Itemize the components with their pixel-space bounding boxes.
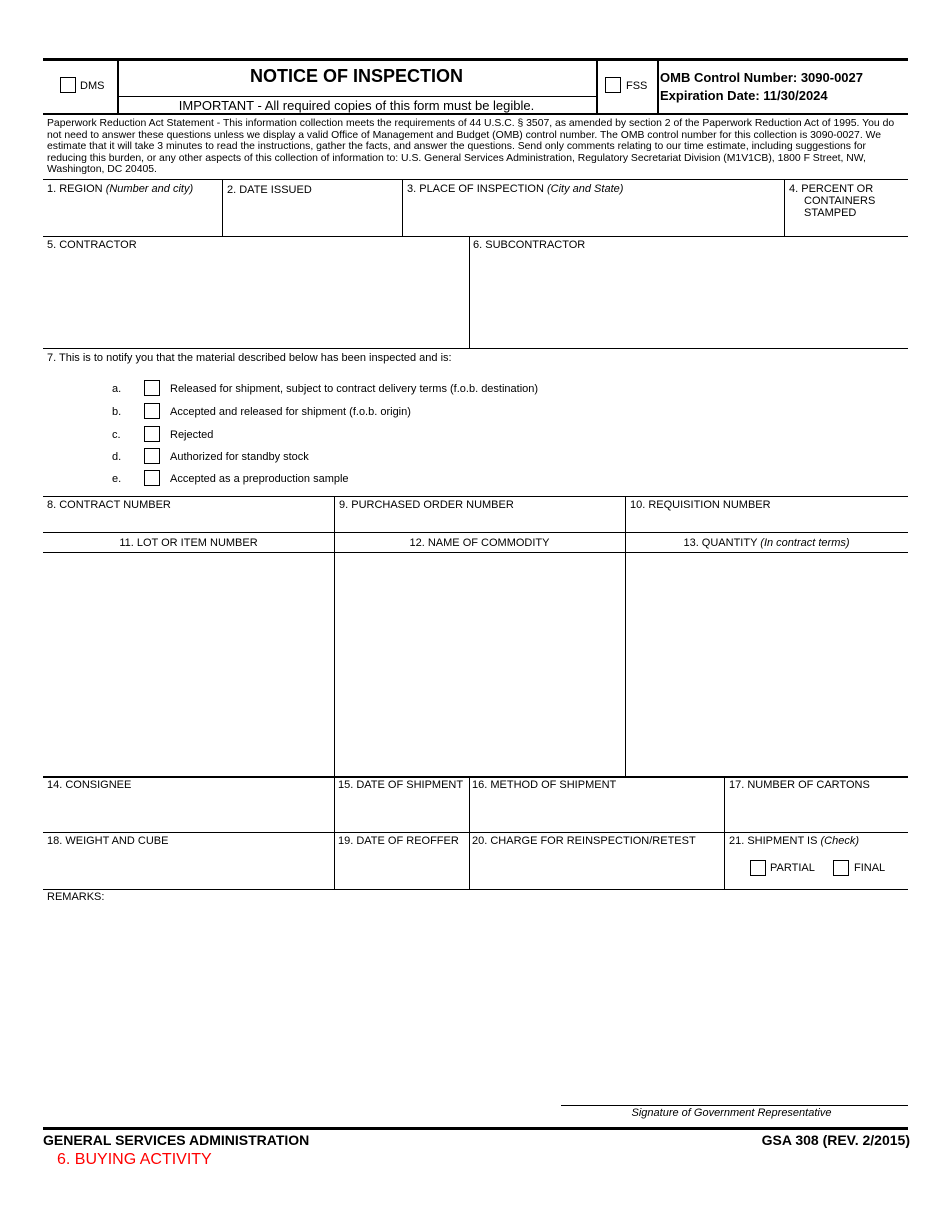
purchased-order-field[interactable]: 9. PURCHASED ORDER NUMBER xyxy=(339,499,514,511)
signature-line[interactable] xyxy=(561,1105,908,1106)
remarks-label: REMARKS: xyxy=(47,891,105,903)
final-checkbox[interactable] xyxy=(833,860,849,876)
cell-divider xyxy=(784,179,785,237)
row-rule xyxy=(43,348,908,349)
notify-statement: 7. This is to notify you that the material described below has been inspected and is: xyxy=(47,352,452,364)
omb-control-number: OMB Control Number: 3090-0027 xyxy=(660,70,863,85)
percent-label-line: CONTAINERS xyxy=(804,195,876,207)
option-rejected-checkbox[interactable] xyxy=(144,426,160,442)
fss-label: FSS xyxy=(626,80,648,92)
option-letter: c. xyxy=(112,429,121,441)
remarks-entry-area[interactable] xyxy=(44,905,907,1100)
signature-caption: Signature of Government Representative xyxy=(631,1107,832,1119)
quantity-entry-area[interactable] xyxy=(626,554,907,776)
subcontractor-field[interactable]: 6. SUBCONTRACTOR xyxy=(473,239,586,251)
option-standby-checkbox[interactable] xyxy=(144,448,160,464)
expiration-date: Expiration Date: 11/30/2024 xyxy=(660,88,828,103)
option-text: Authorized for standby stock xyxy=(170,451,309,463)
cell-divider xyxy=(724,778,725,890)
percent-label-line: 4. PERCENT OR xyxy=(789,183,874,195)
row-rule xyxy=(43,179,908,180)
lot-item-entry-area[interactable] xyxy=(44,554,333,776)
option-letter: e. xyxy=(112,473,122,485)
cell-divider xyxy=(402,179,403,237)
option-letter: a. xyxy=(112,383,122,395)
option-preproduction-checkbox[interactable] xyxy=(144,470,160,486)
option-accepted-released-checkbox[interactable] xyxy=(144,403,160,419)
dms-checkbox[interactable] xyxy=(60,77,76,93)
important-notice: IMPORTANT - All required copies of this form must be legible. xyxy=(178,98,535,113)
quantity-hint: (In contract terms) xyxy=(760,537,850,549)
row-rule xyxy=(43,552,908,553)
option-released-checkbox[interactable] xyxy=(144,380,160,396)
agency-name: GENERAL SERVICES ADMINISTRATION xyxy=(43,1132,310,1148)
header-bottom-rule xyxy=(43,113,908,115)
option-text: Accepted and released for shipment (f.o.b. origin) xyxy=(170,406,411,418)
cell-divider xyxy=(222,179,223,237)
partial-checkbox[interactable] xyxy=(750,860,766,876)
option-text: Released for shipment, subject to contract delivery terms (f.o.b. destination) xyxy=(170,383,539,395)
date-issued-field[interactable]: 2. DATE ISSUED xyxy=(227,184,312,196)
form-identifier: GSA 308 (REV. 2/2015) xyxy=(761,1132,910,1148)
lot-item-header: 11. LOT OR ITEM NUMBER xyxy=(119,537,258,549)
cell-divider xyxy=(469,236,470,349)
quantity-label: 13. QUANTITY xyxy=(683,537,761,549)
commodity-header: 12. NAME OF COMMODITY xyxy=(409,537,550,549)
weight-cube-field[interactable]: 18. WEIGHT AND CUBE xyxy=(47,835,169,847)
shipment-is-hint: (Check) xyxy=(820,835,860,847)
dms-label: DMS xyxy=(80,80,105,92)
quantity-header xyxy=(625,537,908,549)
row-rule xyxy=(43,776,908,778)
option-text: Accepted as a preproduction sample xyxy=(170,473,349,485)
consignee-field[interactable]: 14. CONSIGNEE xyxy=(47,779,132,791)
place-hint: (City and State) xyxy=(546,183,624,195)
cell-divider xyxy=(334,778,335,890)
date-of-reoffer-field[interactable]: 19. DATE OF REOFFER xyxy=(338,835,459,847)
fss-checkbox[interactable] xyxy=(605,77,621,93)
commodity-entry-area[interactable] xyxy=(335,554,624,776)
region-field[interactable] xyxy=(47,183,193,195)
final-label: FINAL xyxy=(854,862,886,874)
place-label: 3. PLACE OF INSPECTION xyxy=(407,183,547,195)
number-of-cartons-field[interactable]: 17. NUMBER OF CARTONS xyxy=(729,779,870,791)
row-rule xyxy=(43,236,908,237)
region-hint: (Number and city) xyxy=(105,183,194,195)
form-title: NOTICE OF INSPECTION xyxy=(249,66,463,86)
partial-label: PARTIAL xyxy=(770,862,815,874)
shipment-is-text: 21. SHIPMENT IS xyxy=(729,835,821,847)
requisition-number-field[interactable]: 10. REQUISITION NUMBER xyxy=(630,499,771,511)
region-label: 1. REGION xyxy=(47,183,106,195)
contract-number-field[interactable]: 8. CONTRACT NUMBER xyxy=(47,499,171,511)
contractor-field[interactable]: 5. CONTRACTOR xyxy=(47,239,137,251)
option-letter: d. xyxy=(112,451,122,463)
percent-label-line: STAMPED xyxy=(804,207,857,219)
header-divider xyxy=(596,60,598,114)
paperwork-reduction-statement: Paperwork Reduction Act Statement - This information collection meets the requirements of 44 U.S.C. § 3507, as amended by section 2 of the Paperwork Reduction Act of 1995. You do not need to answer these questions unless we display a valid Office of Management and Budget (OMB) control number. The OMB control number for this collection is 3090-0027. We estimate that it will take 3 minutes to read the instructions, gather the facts, and answer the questions. Send only comments relating to our time estimate, including suggestions for reducing this burden, or any other aspects of this collection of information to: U.S. General Services Administration, Regulatory Secretariat Division (M1V1CB), 1800 F Street, NW, Washington, DC 20405. xyxy=(47,118,895,175)
title-underline xyxy=(117,96,596,97)
buying-activity-label: 6. BUYING ACTIVITY xyxy=(57,1151,212,1168)
footer-rule xyxy=(43,1127,908,1130)
row-rule xyxy=(43,889,908,890)
charge-reinspection-field[interactable]: 20. CHARGE FOR REINSPECTION/RETEST xyxy=(472,835,696,847)
top-rule xyxy=(43,58,908,61)
option-letter: b. xyxy=(112,406,122,418)
option-text: Rejected xyxy=(170,429,214,441)
row-rule xyxy=(43,496,908,497)
percent-containers-field[interactable] xyxy=(789,183,875,219)
row-rule xyxy=(43,532,908,533)
place-of-inspection-field[interactable] xyxy=(407,183,623,195)
method-of-shipment-field[interactable]: 16. METHOD OF SHIPMENT xyxy=(472,779,617,791)
row-rule xyxy=(43,832,908,833)
header-divider xyxy=(657,60,659,114)
shipment-is-label xyxy=(729,835,859,847)
date-of-shipment-field[interactable]: 15. DATE OF SHIPMENT xyxy=(338,779,464,791)
cell-divider xyxy=(469,778,470,890)
